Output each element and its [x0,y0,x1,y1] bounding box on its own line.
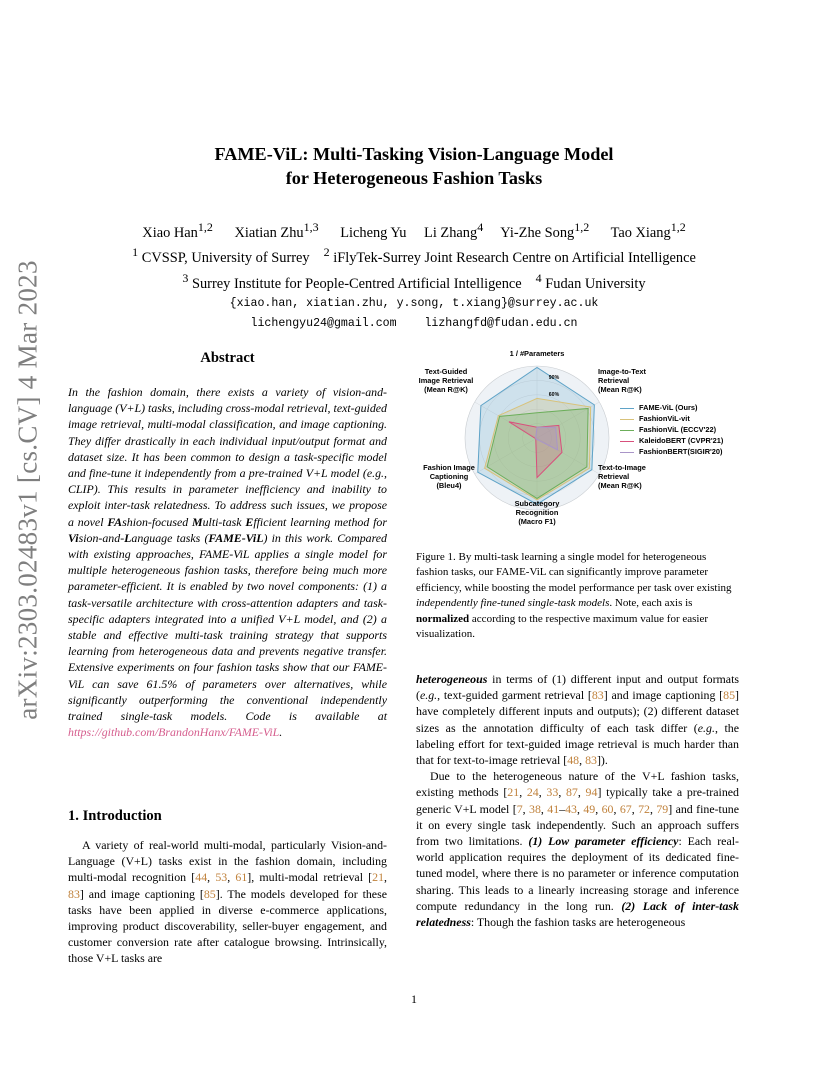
paragraph: Due to the heterogeneous nature of the V+L fashion tasks, existing methods [21, 24, 33, 87, 94] typically take a pre-trained generic V+L model [7, 38, 41–43, 49, 60, 67, 72, 79] and fine-tune it on every single task independently. Such an approach suffers from two limitations. (1) Low parameter efficiency: Each real-world application requires the deployment of its dedicated fine-tuned model, where there is no parameter or inference computation sharing. This leads to a linearly increasing storage and inference compute redundancy in the long run. (2) Lack of inter-task relatedness: Though the fashion tasks are heterogeneous [416,769,740,930]
citation[interactable]: 33 [546,785,559,800]
svg-text:Subcategory: Subcategory [514,499,560,508]
svg-text:Captioning: Captioning [429,472,469,481]
axis-label-text-to-image [598,463,646,490]
svg-text:Fashion Image: Fashion Image [423,463,475,472]
svg-text:Retrieval: Retrieval [598,376,630,385]
author: Yi-Zhe Song$^{1,2}$ [500,220,590,241]
citation[interactable]: 38 [529,801,541,816]
svg-text:(Mean R@K): (Mean R@K) [424,385,468,394]
citation[interactable]: 41 [547,801,560,816]
citation[interactable]: 24 [526,785,539,800]
paper-title [100,142,728,190]
affiliations-1: $^1$ CVSSP, University of Surrey $^2$ iFlyTek-Surrey Joint Research Centre on Artificial Intelligence [132,245,696,267]
legend-item: FashionViL-vit [620,413,723,424]
citation[interactable]: 94 [585,785,598,800]
title-line-2: for Heterogeneous Fashion Tasks [285,168,543,188]
citation[interactable]: 79 [656,801,669,816]
citation[interactable]: 21 [372,870,385,885]
axis-label-captioning [423,463,475,490]
axis-label-image-to-text [598,367,646,394]
abstract-heading: Abstract [200,350,255,366]
arxiv-stamp: arXiv:2303.02483v1 [cs.CV] 4 Mar 2023 [12,260,43,720]
citation[interactable]: 60 [601,801,614,816]
svg-text:Recognition: Recognition [515,508,559,517]
citation[interactable]: 85 [203,886,216,901]
figure-caption: Figure 1. By multi-task learning a single model for heterogeneous fashion tasks, our FAME-ViL can significantly improve parameter efficiency, while boosting the model performance per task over existing independently fine-tuned single-task models. Note, each axis is normalized according to the respective maximum value for easier visualization. [416,551,732,641]
affiliations-2: $^3$ Surrey Institute for People-Centred Artificial Intelligence $^4$ Fudan University [182,270,646,292]
legend-item: FashionViL (ECCV'22) [620,424,723,435]
chart-legend [620,402,723,457]
abstract-body: In the fashion domain, there exists a variety of vision-and-language (V+L) tasks, including cross-modal retrieval, text-guided image retrieval, multi-modal classification, and image captioning. They differ drastically in each individual input/output format and dataset size. It has been common to design a task-specific model and fine-tune it independently from a pre-trained V+L model (e.g., CLIP). This results in parameter inefficiency and inability to exploit inter-task relatedness. To address such issues, we propose a novel FAshion-focused Multi-task Efficient learning method for Vision-and-Language tasks (FAME-ViL) in this work. Compared with existing approaches, FAME-ViL applies a single model for multiple heterogeneous fashion tasks, therefore being much more parameter-efficient. It is enabled by two novel components: (1) a task-versatile architecture with cross-attention adapters and task-specific adapters integrated into a unified V+L model, and (2) a stable and effective multi-task training strategy that supports learning from heterogeneous data and prevents negative transfer. Extensive experiments on four fashion tasks show that our FAME-ViL can save 61.5% of parameters over alternatives, while significantly outperforming the conventional independently trained single-task models. Code is available at https://github.com/BrandonHanx/FAME-ViL. [68,385,388,740]
email-line-2: lichengyu24@gmail.com lizhangfd@fudan.edu.cn [250,316,578,330]
svg-text:(Mean R@K): (Mean R@K) [598,481,642,490]
citation[interactable]: 83 [68,886,80,901]
citation[interactable]: 87 [565,785,578,800]
email-line-1: {xiao.han, xiatian.zhu, y.song, t.xiang}@surrey.ac.uk [229,296,599,310]
title-line-1: FAME-ViL: Multi-Tasking Vision-Language Model [214,144,614,164]
page-number: 1 [411,992,417,1006]
citation[interactable]: 83 [591,688,604,703]
author-names [60,218,768,243]
citation[interactable]: 83 [585,753,597,768]
citation[interactable]: 85 [723,688,736,703]
citation[interactable]: 48 [567,753,580,768]
citation[interactable]: 67 [619,801,632,816]
citation[interactable]: 43 [565,801,577,816]
svg-text:(Macro F1): (Macro F1) [518,517,556,526]
author: Xiao Han$^{1,2}$ [142,220,213,241]
citation[interactable]: 49 [583,801,596,816]
axis-label-text-guided [419,367,474,394]
svg-text:Text-Guided: Text-Guided [424,367,468,376]
citation[interactable]: 72 [638,801,650,816]
citation[interactable]: 44 [195,870,208,885]
intro-body: A variety of real-world multi-modal, particularly Vision-and-Language (V+L) tasks exist in the fashion domain, including multi-modal recognition [44, 53, 61], multi-modal retrieval [21, 83] and image captioning [85]. The models developed for these tasks have been applied in diverse e-commerce applications, improving product discoverability, seller-buyer engagement, and customer conversion rate after catalogue browsing. Intrinsically, those V+L tasks are [68,838,388,966]
citation[interactable]: 21 [507,785,520,800]
citation[interactable]: 53 [215,870,228,885]
legend-item: KaleidoBERT (CVPR'21) [620,435,723,446]
author: Tao Xiang$^{1,2}$ [610,220,686,241]
author: Xiatian Zhu$^{1,3}$ [234,220,319,241]
legend-item: FAME-ViL (Ours) [620,402,723,413]
citation[interactable]: 61 [235,870,248,885]
paragraph: heterogeneous in terms of (1) different input and output formats (e.g., text-guided garment retrieval [83] and image captioning [85] have completely different inputs and outputs); (2) different dataset sizes as the annotation difficulty of each task differ (e.g., the labeling effort for text-guided image retrieval is much harder than that for text-to-image retrieval [48, 83]). [416,672,739,768]
author-block [60,218,768,334]
svg-text:Image-to-Text: Image-to-Text [598,367,646,376]
code-link[interactable]: https://github.com/BrandonHanx/FAME-ViL [68,725,280,740]
svg-text:(Bleu4): (Bleu4) [436,481,462,490]
svg-text:Retrieval: Retrieval [598,472,630,481]
right-column-body [416,671,739,930]
legend-item: FashionBERT(SIGIR'20) [620,446,723,457]
author: Licheng Yu [340,224,407,241]
ring-label-90: 90% [548,375,560,381]
svg-text:(Mean R@K): (Mean R@K) [598,385,642,394]
svg-text:Image Retrieval: Image Retrieval [418,376,474,385]
axis-label-parameters: 1 / #Parameters [509,349,565,358]
svg-text:Text-to-Image: Text-to-Image [598,463,646,472]
intro-heading: 1. Introduction [68,808,162,824]
axis-label-subcategory [515,499,561,526]
ring-label-60: 60% [548,392,560,398]
citation[interactable]: 7 [516,801,523,816]
author: Li Zhang$^4$ [424,220,484,241]
